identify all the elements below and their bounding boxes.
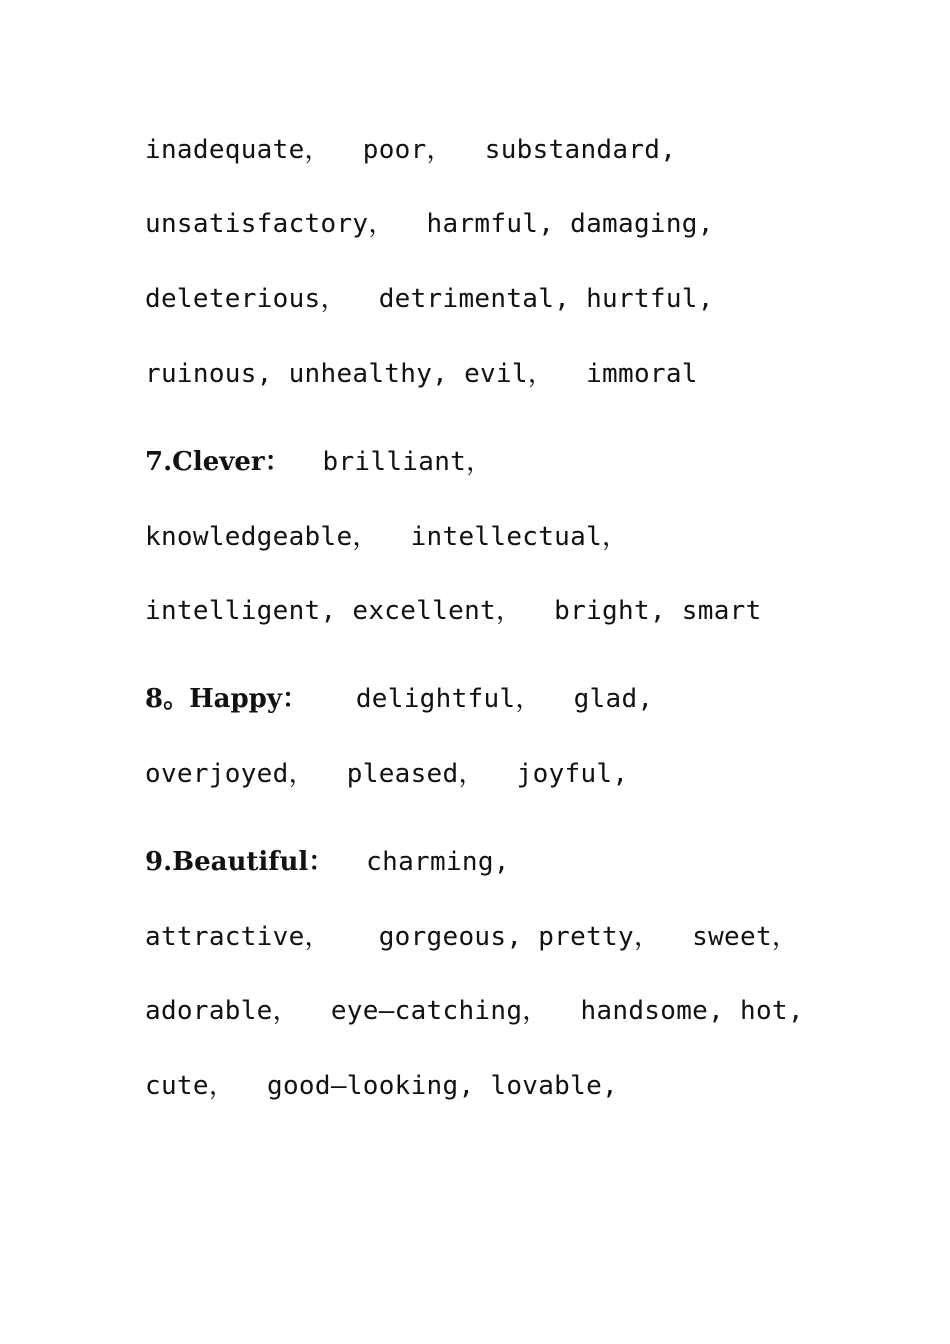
text-line: overjoyed， pleased， joyful, [145, 759, 629, 789]
section-happy-heading-line [145, 683, 653, 715]
text-line: adorable， eye—catching， handsome, hot, [145, 996, 804, 1026]
synonym-words: delightful， glad, [307, 684, 654, 714]
text-line: ruinous, unhealthy, evil， immoral [145, 359, 698, 389]
text-line: deleterious， detrimental, hurtful, [145, 284, 714, 314]
section-heading-clever: 7.Clever： [145, 447, 291, 477]
text-line: attractive， gorgeous, pretty， sweet， [145, 922, 799, 952]
section-clever-heading-line [145, 446, 492, 478]
synonym-words: brilliant， [290, 447, 493, 477]
section-beautiful-heading-line [145, 846, 510, 878]
text-line: inadequate， poor， substandard, [145, 135, 677, 165]
text-line: knowledgeable， intellectual， [145, 522, 629, 552]
text-line: cute， good—looking, lovable, [145, 1071, 618, 1101]
text-line: unsatisfactory， harmful, damaging, [145, 209, 714, 239]
text-line: intelligent, excellent， bright, smart [145, 596, 762, 626]
section-heading-beautiful: 9.Beautiful： [145, 847, 335, 877]
section-heading-happy: 8。Happy： [145, 684, 308, 714]
synonym-words: charming, [334, 847, 510, 877]
